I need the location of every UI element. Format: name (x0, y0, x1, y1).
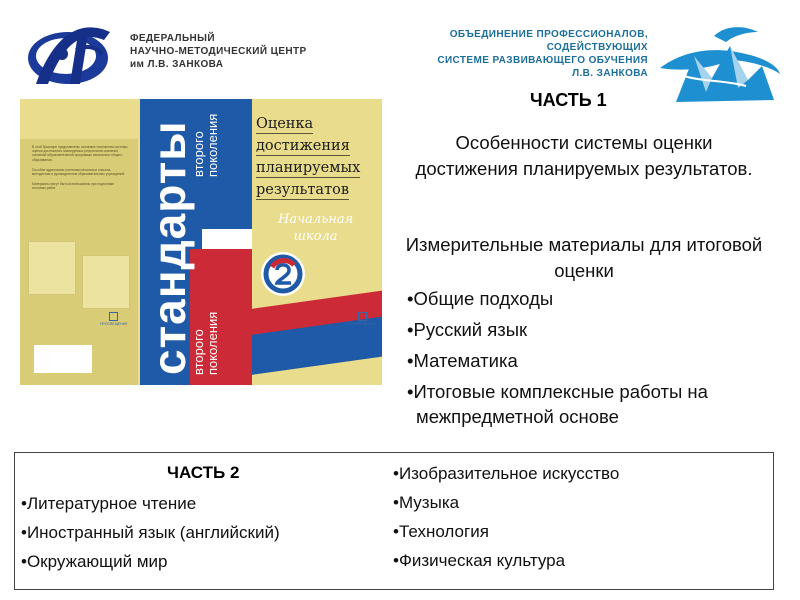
publisher-logo-icon (109, 312, 118, 321)
part2-left-list (21, 493, 280, 580)
association-name-line: Л.В. ЗАНКОВА (572, 68, 648, 79)
list-item: •Физическая культура (393, 551, 566, 570)
list-item: •Итоговые комплексные работы на межпредметной основе (407, 381, 708, 427)
book-publisher-mark (346, 312, 378, 326)
center-name-line: ФЕДЕРАЛЬНЫЙ (130, 33, 215, 44)
part1-subtitle: Измерительные материалы для итоговой оценки (405, 234, 763, 281)
association-name (388, 28, 648, 80)
association-name-line: СОДЕЙСТВУЮЩИХ (546, 42, 648, 53)
zankov-center-logo-icon (18, 14, 118, 94)
book-sticker (34, 345, 92, 373)
book-subtitle-line: школа (293, 229, 338, 244)
part1-description: Особенности системы оценки достижения планируемых результатов. (415, 132, 753, 179)
book-subtitle-line: Начальная (278, 212, 354, 227)
publisher-logo-icon (358, 312, 367, 321)
publisher-name: ПРОСВЕЩЕНИЕ (348, 322, 376, 326)
zankov-association-logo-icon (654, 16, 784, 116)
book-decor (82, 255, 130, 309)
part2-box (14, 452, 774, 590)
book-title-line: достижения (256, 138, 350, 154)
association-name-line: ОБЪЕДИНЕНИЕ ПРОФЕССИОНАЛОВ, (449, 29, 648, 40)
list-item: •Иностранный язык (английский) (21, 523, 280, 542)
book-series-sub: второго (191, 329, 206, 375)
book-cover-image (20, 99, 382, 385)
book-decor (28, 241, 76, 295)
list-item: •Русский язык (407, 319, 528, 340)
center-name (130, 32, 350, 71)
publisher-name: ПРОСВЕЩЕНИЕ (100, 322, 128, 326)
book-title (256, 115, 360, 203)
center-name-line: НАУЧНО-МЕТОДИЧЕСКИЙ ЦЕНТР (130, 46, 307, 57)
list-item: •Общие подходы (407, 288, 554, 309)
book-series-title: стандарты (143, 120, 195, 375)
list-item: •Литературное чтение (21, 494, 197, 513)
list-item: •Математика (407, 350, 518, 371)
book-subtitle (278, 211, 353, 245)
association-name-line: СИСТЕМЕ РАЗВИВАЮЩЕГО ОБУЧЕНИЯ (437, 55, 648, 66)
list-item: •Технология (393, 522, 489, 541)
part1-title: ЧАСТЬ 1 (530, 90, 607, 110)
part2-title: ЧАСТЬ 2 (167, 463, 240, 482)
book-series-sub: второго (191, 131, 206, 177)
book-series-sub: поколения (205, 113, 220, 177)
book-series-sub: поколения (205, 311, 220, 375)
book-title-line: результатов (256, 182, 349, 198)
book-title-line: Оценка (256, 116, 314, 132)
book-publisher-mark (100, 312, 126, 326)
part2-right-list (393, 463, 619, 579)
book-back-text-panel: В этой брошюре представлены основные положения системы оценки достижения планируемых результатов освоения основной образовательной программы начального общего образования. Пособие адресовано учителям начальных классов, методистам и руководителям образовательных учреждений. Материалы могут быть использованы при подготовке итоговых работ. (20, 139, 138, 385)
center-name-line: им Л.В. ЗАНКОВА (130, 59, 224, 70)
standard-emblem-icon (258, 249, 308, 299)
list-item: •Изобразительное искусство (393, 464, 620, 483)
part1-list (407, 286, 787, 435)
book-title-line: планируемых (256, 160, 361, 176)
list-item: •Окружающий мир (21, 552, 168, 571)
list-item: •Музыка (393, 493, 460, 512)
